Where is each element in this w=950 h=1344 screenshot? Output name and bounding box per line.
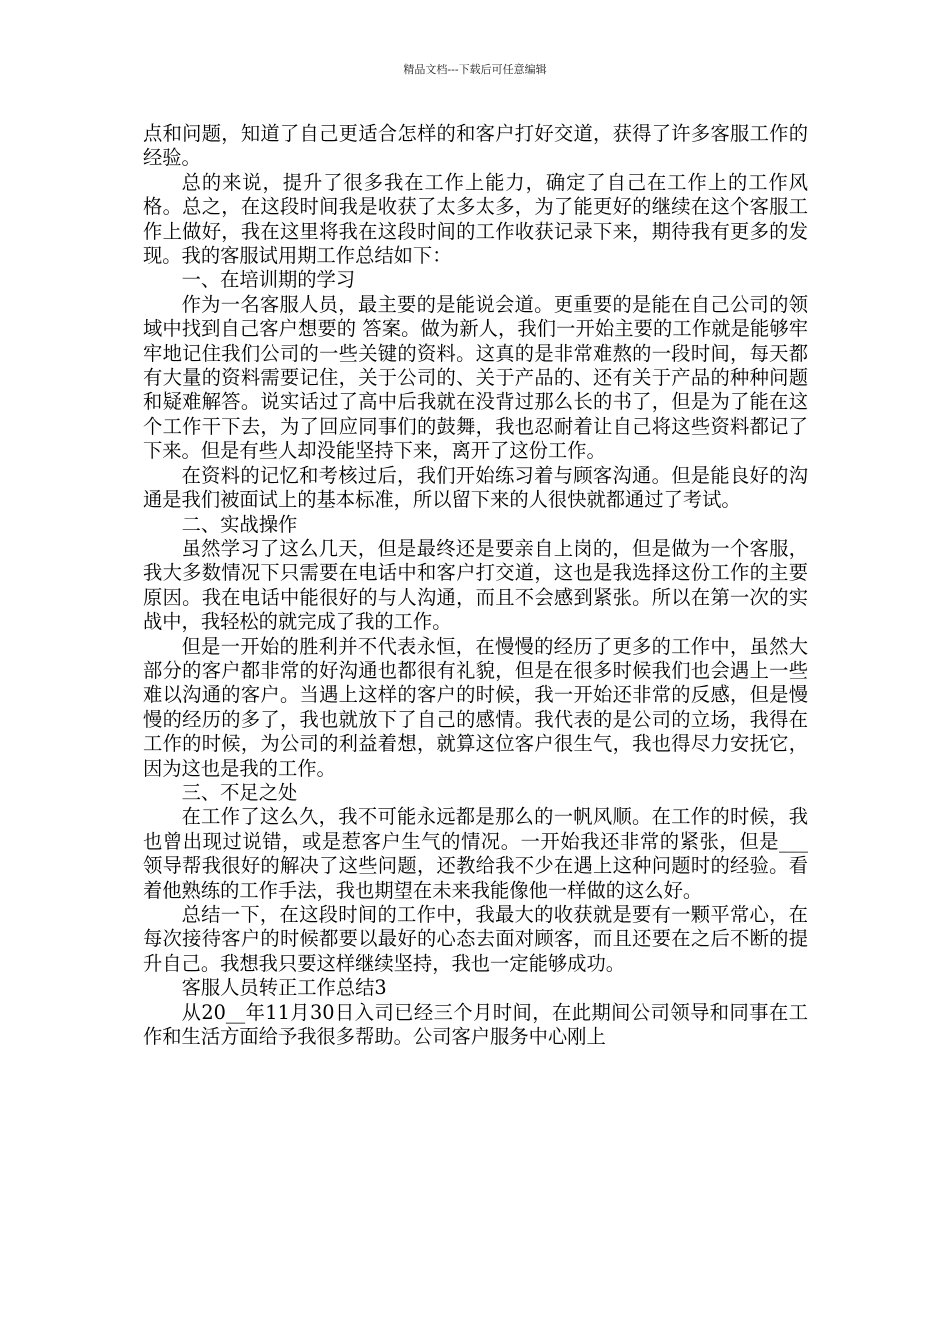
section-heading-2: 二、实战操作 [181, 512, 298, 536]
paragraph-1: 点和问题，知道了自己更适合怎样的和客户打好交道，获得了许多客服工作的经验。 [143, 122, 808, 170]
paragraph-8: 总结一下，在这段时间的工作中，我最大的收获就是要有一颗平常心，在每次接待客户的时候都要以最好的心态去面对顾客，而且还要在之后不断的提升自己。我想我只要这样继续坚持，我也一定能够成功。 [143, 903, 808, 975]
section-heading-1: 一、在培训期的学习 [181, 268, 356, 292]
paragraph-3: 作为一名客服人员，最主要的是能说会道。更重要的是能在自己公司的领域中找到自己客户想要的 答案。做为新人，我们一开始主要的工作就是能够牢牢地记住我们公司的一些关键的资料。这真的是非常难熬的一段时间，每天都有大量的资料需要记住，关于公司的、关于产品的、还有关于产品的种种问题和疑难解答。说实话过了高中后我就在没背过那么长的书了，但是为了能在这个工作干下去，为了回应同事们的鼓舞，我也忍耐着让自己将这些资料都记了下来。但是有些人却没能坚持下来，离开了这份工作。 [143, 292, 808, 463]
paragraph-7: 在工作了这么久，我不可能永远都是那么的一帆风顺。在工作的时候，我也曾出现过说错，或是惹客户生气的情况。一开始我还非常的紧张，但是___领导帮我很好的解决了这些问题，还教给我不少在遇上这种问题时的经验。看着他熟练的工作手法，我也期望在未来我能像他一样做的这么好。 [143, 805, 808, 902]
page-header: 精品文档---下载后可任意编辑 [403, 63, 547, 76]
paragraph-2: 总的来说，提升了很多我在工作上能力，确定了自己在工作上的工作风格。总之，在这段时间我是收获了太多太多，为了能更好的继续在这个客服工作上做好，我在这里将我在这段时间的工作收获记录下来，期待我有更多的发现。我的客服试用期工作总结如下： [143, 170, 808, 268]
section-heading-3: 三、不足之处 [181, 780, 298, 804]
document-body [143, 122, 808, 1049]
document-subtitle: 客服人员转正工作总结3 [181, 976, 387, 1000]
paragraph-9: 从20__年11月30日入司已经三个月时间，在此期间公司领导和同事在工作和生活方面给予我很多帮助。公司客户服务中心刚上 [143, 1000, 808, 1049]
paragraph-5: 虽然学习了这么几天，但是最终还是要亲自上岗的，但是做为一个客服，我大多数情况下只需要在电话中和客户打交道，这也是我选择这份工作的主要原因。我在电话中能很好的与人沟通，而且不会感到紧张。所以在第一次的实战中，我轻松的就完成了我的工作。 [143, 536, 808, 634]
paragraph-6: 但是一开始的胜利并不代表永恒，在慢慢的经历了更多的工作中，虽然大部分的客户都非常的好沟通也都很有礼貌，但是在很多时候我们也会遇上一些难以沟通的客户。当遇上这样的客户的时候，我一开始还非常的反感，但是慢慢的经历的多了，我也就放下了自己的感情。我代表的是公司的立场，我得在工作的时候，为公司的利益着想，就算这位客户很生气，我也得尽力安抚它，因为这也是我的工作。 [143, 634, 808, 780]
paragraph-4: 在资料的记忆和考核过后，我们开始练习着与顾客沟通。但是能良好的沟通是我们被面试上的基本标准，所以留下来的人很快就都通过了考试。 [143, 463, 808, 512]
